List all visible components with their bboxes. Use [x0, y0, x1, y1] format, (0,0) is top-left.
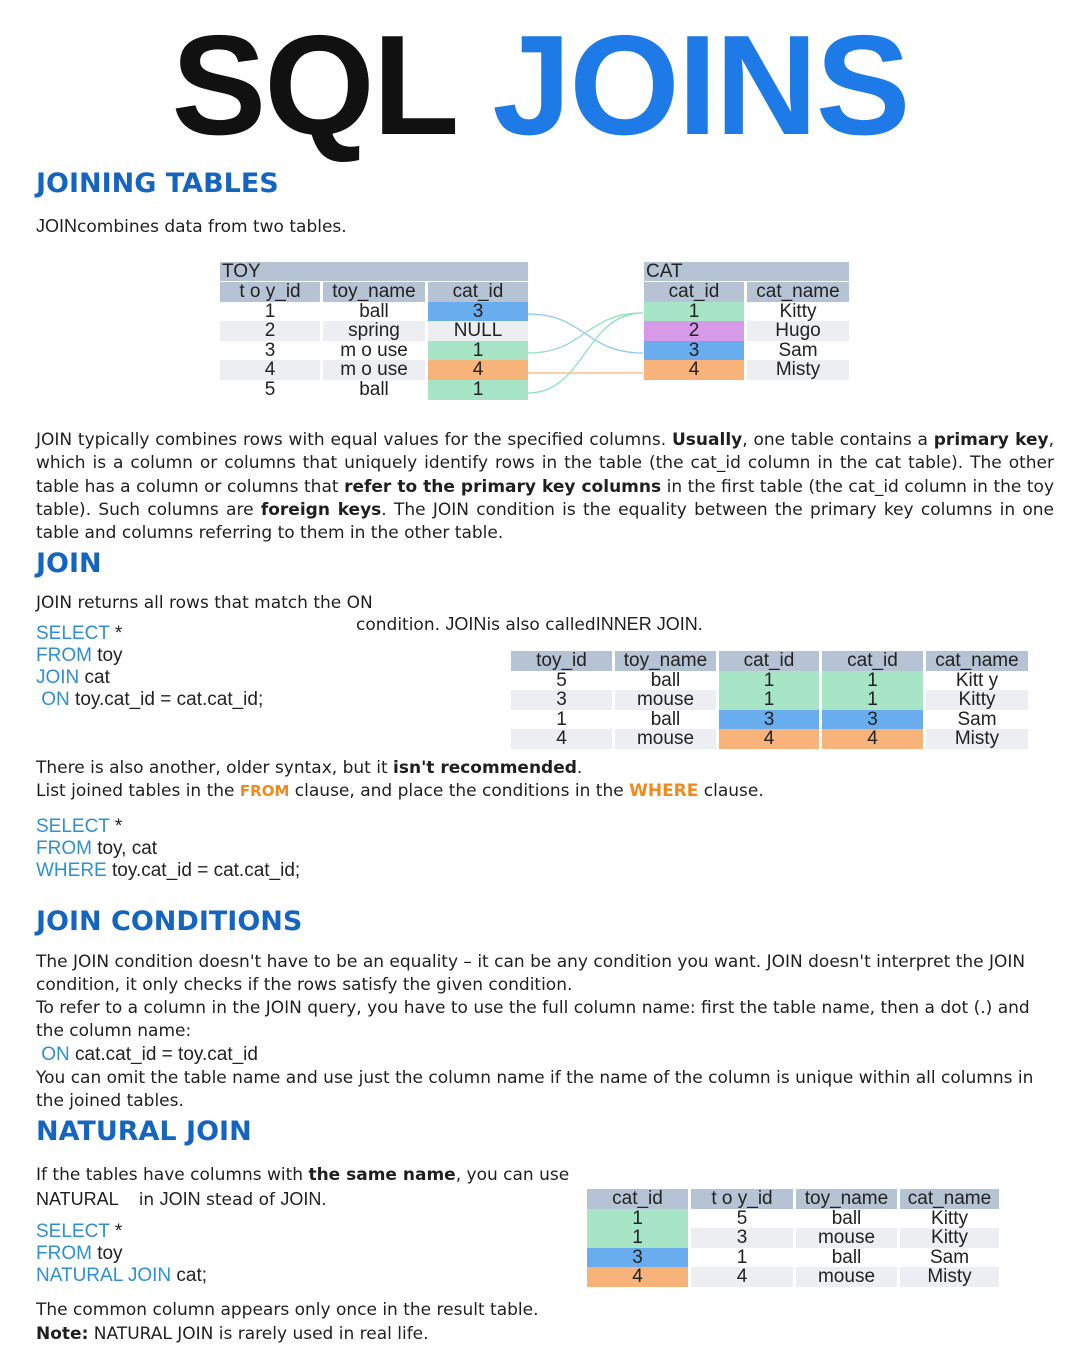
text: , you can use	[455, 1165, 570, 1185]
table-cell: Misty	[900, 1267, 999, 1287]
header-cell: cat_id	[428, 282, 528, 302]
table-cell: 1	[556, 709, 567, 730]
table-cell: 1	[822, 671, 923, 691]
table-row	[644, 341, 849, 361]
bold-text: refer to the primary key columns	[344, 476, 662, 497]
code-text: toy	[91, 645, 123, 666]
code-text: *	[109, 816, 123, 837]
header-cell: cat_id	[822, 651, 923, 671]
header-cell: t o y_id	[691, 1189, 793, 1209]
table-cell: mouse	[796, 1228, 897, 1248]
table-cell: mouse	[796, 1267, 897, 1287]
code-keyword: SELECT	[36, 623, 110, 644]
table-cell: m o use	[340, 340, 408, 361]
header-cell: cat_id	[719, 651, 819, 671]
code-keyword: FROM	[36, 838, 92, 859]
intro-join-keyword: JOIN	[36, 216, 78, 236]
old-syntax-code-block	[36, 816, 300, 882]
table-cell: 3	[644, 341, 744, 361]
table-cell: ball	[359, 301, 389, 322]
table-cell: mouse	[615, 729, 716, 749]
table-row	[587, 1248, 999, 1268]
old-syntax-line-2	[36, 780, 764, 803]
table-cell: 4	[691, 1267, 793, 1287]
join-keyword: JOIN	[159, 1189, 201, 1209]
text: If the tables have columns with	[36, 1165, 309, 1185]
header-cell: toy_name	[615, 651, 716, 671]
table-cell: 4	[822, 729, 923, 749]
table-cell: Misty	[926, 729, 1028, 749]
text: clause.	[698, 781, 764, 801]
table-cell: Sam	[778, 340, 818, 361]
table-cell: Kitty	[779, 301, 817, 322]
table-cell: 5	[736, 1208, 748, 1229]
connector-line	[528, 313, 643, 393]
table-cell: ball	[650, 709, 681, 730]
table-cell: Kitty	[931, 1208, 968, 1229]
table-cell: 4	[220, 360, 320, 380]
bold-text: Note:	[36, 1324, 89, 1344]
text: clause, and place the conditions in the	[289, 781, 630, 801]
table-cell: 1	[736, 1247, 748, 1268]
join-desc-2	[356, 613, 703, 637]
table-row	[644, 302, 849, 322]
code-text: cat	[79, 667, 110, 688]
table-cell: Sam	[957, 709, 997, 730]
code-keyword: FROM	[36, 1243, 92, 1264]
table-cell: 3	[587, 1248, 688, 1268]
header-cell: toy_name	[796, 1189, 897, 1209]
table-cell: Sam	[929, 1247, 970, 1268]
code-keyword: SELECT	[36, 816, 110, 837]
header-cell: toy_id	[511, 651, 612, 671]
header-cell: cat_name	[926, 651, 1028, 671]
header-cell: cat_id	[587, 1189, 688, 1209]
code-text: toy, cat	[91, 838, 158, 859]
table-row	[511, 710, 1028, 730]
table-cell: 3	[264, 340, 276, 361]
table-cell: 1	[822, 690, 923, 710]
table-header-row	[587, 1189, 999, 1209]
toy-table-caption: TOY	[220, 262, 528, 281]
table-cell: spring	[323, 321, 425, 341]
join-connector-lines	[0, 0, 1080, 420]
code-keyword: ON	[41, 1044, 70, 1065]
text: stead of	[206, 1190, 275, 1210]
table-cell: 1	[644, 302, 744, 322]
table-cell: 4	[644, 360, 744, 380]
code-keyword: WHERE	[36, 860, 107, 881]
table-cell: ball	[831, 1208, 862, 1229]
table-cell: 1	[719, 690, 819, 710]
join-conditions-code	[36, 1044, 258, 1066]
table-cell: mouse	[615, 690, 716, 710]
table-row	[587, 1228, 999, 1248]
table-cell: 3	[428, 302, 528, 322]
title-sql: SQL	[171, 6, 455, 165]
text: in	[138, 1190, 155, 1210]
join-desc: JOIN returns all rows that match the ON	[36, 593, 373, 613]
table-cell: ball	[359, 379, 389, 400]
natural-join-p2	[36, 1188, 326, 1212]
old-syntax-line-1	[36, 757, 582, 780]
text: , which is a column or columns that uniquely identify rows in the table (the cat_id column in the cat table). The other table has a column or columns that	[36, 430, 1054, 497]
text: NATURAL JOIN is rarely used in real life.	[88, 1324, 429, 1344]
table-cell: Kitty	[926, 690, 1028, 710]
table-cell: 4	[587, 1267, 688, 1287]
header-cell: cat_name	[900, 1189, 999, 1209]
table-cell: 1	[719, 671, 819, 691]
heading-join: JOIN	[36, 548, 102, 579]
inner-join-keyword: INNER JOIN.	[595, 614, 703, 634]
code-text: *	[109, 1221, 123, 1242]
code-keyword: SELECT	[36, 1221, 110, 1242]
natural-join-p1	[36, 1164, 569, 1187]
table-cell: 3	[511, 690, 612, 710]
table-cell: Kitt y	[955, 670, 999, 691]
table-row	[511, 729, 1028, 749]
code-keyword: FROM	[36, 645, 92, 666]
join-explanation	[36, 429, 1054, 545]
join-conditions-p3: You can omit the table name and use just the column name if the name of the column is unique within all columns in the joined tables.	[36, 1068, 1034, 1112]
intro-text: combines data from two tables.	[77, 217, 347, 237]
table-header-row	[511, 651, 1028, 671]
table-cell: 3	[719, 710, 819, 730]
text: in the first table (the cat_id column in the toy table). Such columns are	[36, 476, 1054, 520]
natural-join-footer: The common column appears only once in the result table.	[36, 1300, 539, 1320]
table-cell: 4	[719, 729, 819, 749]
from-keyword: FROM	[239, 782, 290, 800]
join-result-table	[511, 651, 1028, 749]
table-cell: 5	[556, 670, 567, 691]
join-keyword: JOIN	[445, 614, 487, 634]
bold-text: foreign keys	[260, 499, 382, 520]
table-cell: Kitty	[900, 1228, 999, 1248]
text: condition.	[356, 615, 441, 635]
table-cell: ball	[831, 1247, 862, 1268]
cat-table	[644, 262, 849, 380]
code-keyword: ON	[41, 689, 70, 710]
table-cell: NULL	[428, 321, 528, 341]
table-cell: 5	[264, 379, 276, 400]
join-conditions-p1: The JOIN condition doesn't have to be an equality – it can be any condition you want. JOIN doesn't interpret the JOIN condition, it only checks if the rows satisfy the given condition.	[36, 952, 1026, 996]
cat-table-caption: CAT	[644, 262, 849, 281]
text: . The JOIN condition is the equality between the primary key columns in one table and columns referring to them in the other table.	[36, 499, 1055, 544]
text: , one table contains a	[742, 430, 934, 450]
natural-join-code-block	[36, 1221, 207, 1287]
bold-text: isn't recommended	[393, 758, 577, 778]
connector-line	[528, 313, 643, 353]
bold-text: primary key	[933, 430, 1049, 450]
table-row	[644, 321, 849, 341]
table-cell: Misty	[747, 360, 849, 380]
table-cell: 3	[691, 1228, 793, 1248]
join-code-block	[36, 623, 263, 711]
heading-join-conditions: JOIN CONDITIONS	[36, 906, 303, 937]
code-text: toy	[91, 1243, 123, 1264]
text: .	[576, 758, 583, 778]
title-joins: JOINS	[492, 6, 909, 165]
text: is also called	[486, 615, 596, 635]
heading-natural-join: NATURAL JOIN	[36, 1116, 252, 1147]
natural-join-result-table	[587, 1189, 999, 1287]
table-cell: 1	[587, 1228, 688, 1248]
table-cell: ball	[650, 670, 681, 691]
table-cell: Hugo	[747, 321, 849, 341]
table-header-row	[644, 282, 849, 302]
code-text: cat.cat_id = toy.cat_id	[69, 1044, 258, 1065]
table-cell: 2	[644, 321, 744, 341]
table-cell: 2	[220, 321, 320, 341]
header-cell: toy_name	[323, 282, 425, 302]
table-row	[587, 1267, 999, 1287]
natural-keyword: NATURAL	[36, 1189, 119, 1209]
table-row	[644, 360, 849, 380]
code-text: *	[109, 623, 123, 644]
bold-text: Usually	[672, 430, 743, 450]
code-text: toy.cat_id = cat.cat_id;	[69, 689, 264, 710]
header-cell: t o y_id	[220, 282, 320, 302]
text: There is also another, older syntax, but it	[36, 758, 394, 778]
join-conditions-p2: To refer to a column in the JOIN query, you have to use the full column name: first the table name, then a dot (.) and the column name:	[36, 998, 1030, 1042]
table-cell: 1	[428, 380, 528, 400]
table-row	[511, 671, 1028, 691]
table-row	[587, 1209, 999, 1229]
where-keyword: WHERE	[629, 781, 699, 801]
text: List joined tables in the	[36, 781, 240, 801]
code-text: toy.cat_id = cat.cat_id;	[106, 860, 301, 881]
heading-joining-tables: JOINING TABLES	[36, 168, 279, 199]
code-keyword: NATURAL JOIN	[36, 1265, 172, 1286]
natural-join-note	[36, 1323, 429, 1346]
table-cell: 1	[428, 341, 528, 361]
table-cell: 1	[587, 1209, 688, 1229]
code-text: cat;	[171, 1265, 208, 1286]
table-cell: 3	[822, 710, 923, 730]
header-cell: cat_id	[644, 282, 744, 302]
code-keyword: JOIN	[36, 667, 80, 688]
table-cell: 1	[264, 301, 276, 322]
table-cell: 4	[511, 729, 612, 749]
table-row	[511, 690, 1028, 710]
bold-text: the same name	[308, 1165, 456, 1185]
table-cell: 4	[428, 360, 528, 380]
text: JOIN typically combines rows with equal values for the specified columns.	[36, 430, 672, 450]
table-cell: m o use	[323, 360, 425, 380]
header-cell: cat_name	[747, 282, 849, 302]
join-keyword: JOIN.	[280, 1189, 327, 1209]
